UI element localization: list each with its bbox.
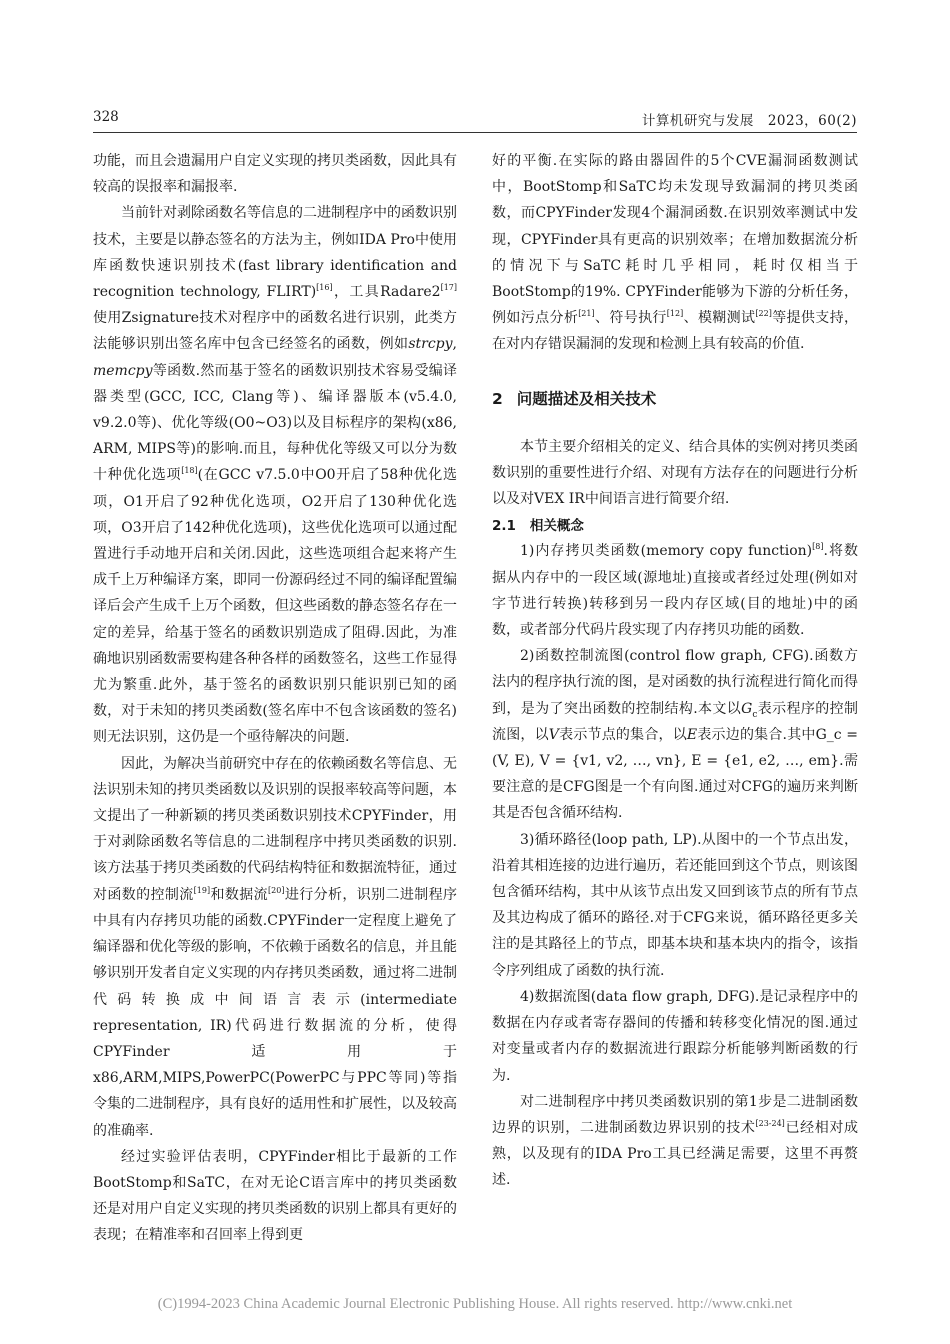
paragraph: 经过实验评估表明，CPYFinder相比于最新的工作BootStomp和SaTC，在对无论C语言库中的拷贝类函数还是对用户自定义实现的拷贝类函数的识别上都具有更好的表现；在精准率和召回率上得到更 — [93, 1148, 457, 1244]
left-column — [93, 148, 457, 1249]
text: 当前针对剥除函数名等信息的二进制程序中的函数识别技术，主要是以静态签名的方法为主，例如IDA Pro中使用库函数快速识别技术(fast library identification and recognition technology, FLIRT) — [93, 205, 457, 301]
definition-2 — [492, 643, 858, 826]
page-number: 328 — [93, 109, 119, 125]
copyright-footer: (C)1994-2023 China Academic Journal Electronic Publishing House. All rights reserved. http://www.cnki.net — [157, 1296, 793, 1312]
citation: [16] — [316, 283, 333, 293]
journal-title: 计算机研究与发展 2023，60(2) — [641, 113, 857, 129]
citation: [18] — [181, 466, 198, 476]
text: 表示程序的控制流图，以 — [492, 700, 858, 743]
citation: [20] — [268, 885, 285, 895]
paragraph: 本节主要介绍相关的定义、结合具体的实例对拷贝类函数识别的重要性进行介绍、对现有方法存在的问题进行分析以及对VEX IR中间语言进行简要介绍. — [492, 438, 858, 508]
citation: [22] — [755, 309, 772, 319]
text: ，工具Radare2 — [332, 284, 441, 301]
citation: [12] — [666, 309, 684, 319]
subsection-title: 相关概念 — [529, 518, 584, 535]
paragraph — [93, 200, 457, 750]
section-title: 问题描述及相关技术 — [516, 389, 657, 408]
text: 表示节点的集合，以 — [558, 726, 687, 743]
citation: [8] — [812, 542, 824, 552]
paragraph: 功能，而且会遗漏用户自定义实现的拷贝类函数，因此具有较高的误报率和漏报率. — [93, 153, 457, 196]
citation: [19] — [193, 885, 211, 895]
header-rule — [93, 132, 857, 133]
math-symbol: V — [548, 726, 559, 743]
text: 好的平衡.在实际的路由器固件的5个CVE漏洞函数测试中，BootStomp和SaTC均未发现导致漏洞的拷贝类函数，而CPYFinder发现4个漏洞函数.在识别效率测试中发现，CPYFinder具有更高的识别效率；在增加数据流分析的情况下与SaTC耗时几乎相同，耗时仅相当于BootStomp的19%. CPYFinder能够为下游的分析任务，例如污点分析 — [492, 153, 858, 327]
text: 、符号执行 — [594, 310, 667, 327]
paragraph — [492, 1089, 858, 1194]
right-column — [492, 148, 858, 1194]
text: 因此，为解决当前研究中存在的依赖函数名等信息、无法识别未知的拷贝类函数以及识别的误报率较高等问题，本文提出了一种新颖的拷贝类函数识别技术CPYFinder，用于对剥除函数名等信息的二进制程序中拷贝类函数的识别.该方法基于拷贝类函数的代码结构特征和数据流特征，通过对函数的控制流 — [93, 755, 457, 903]
definition-4: 4)数据流图(data flow graph, DFG).是记录程序中的数据在内存或者寄存器间的传播和转移变化情况的图.通过对变量或者内存的数据流进行跟踪分析能够判断函数的行为. — [492, 988, 858, 1084]
text: 1)内存拷贝类函数(memory copy function) — [520, 543, 813, 560]
citation: [17] — [440, 283, 458, 293]
text: 2)函数控制流图(control flow graph, CFG).函数方法内的程序执行流的图，是对函数的执行流程进行简化而得到，是为了突出函数的控制结构.本文以 — [492, 648, 858, 717]
text: 对二进制程序中拷贝类函数识别的第1步是二进制函数边界的识别，二进制函数边界识别的技术 — [492, 1093, 858, 1136]
text: .需要注意的是CFG图是一个有向图.通过对CFG的遍历来判断其是否包含循环结构. — [492, 753, 859, 822]
text: .将数据从内存中的一段区域(源地址)直接或者经过处理(例如对字节进行转换)转移到另一段内存区域(目的地址)中的函数，或者部分代码片段实现了内存拷贝功能的函数. — [492, 543, 858, 639]
text: (在GCC v7.5.0中O0开启了58种优化选项，O1开启了92种优化选项，O2开启了130种优化选项，O3开启了142种优化选项)，这些优化选项可以通过配置进行手动地开启和关闭.因此，这些选项组合起来将产生成千上万种编译方案，即同一份源码经过不同的编译配置编译后会产生成千上万个函数，但这些函数的静态签名存在一定的差异，给基于签名的函数识别造成了阻碍.因此，为准确地识别函数需要构建各种各样的函数签名，这些工作显得尤为繁重.此外，基于签名的函数识别只能识别已知的函数，对于未知的拷贝类函数(签名库中不包含该函数的签名)则无法识别，这仍是一个亟待解决的问题. — [93, 467, 458, 746]
text: 表示边的集合.其中 — [697, 726, 816, 743]
text: 、模糊测试 — [683, 310, 756, 327]
citation: [23-24] — [755, 1118, 785, 1128]
section-heading — [492, 386, 858, 412]
running-header — [93, 106, 857, 128]
code-term: strcpy — [408, 336, 453, 353]
text: , — [452, 336, 457, 353]
text: 已经相对成熟，以及现有的IDA Pro工具已经满足需要，这里不再赘述. — [492, 1119, 859, 1189]
math-symbol: G — [741, 700, 753, 717]
text: 等函数.然而基于签名的函数识别技术容易受编译器类型(GCC, ICC, Clang等)、编译器版本(v5.4.0, v9.2.0等)、优化等级(O0~O3)以及目标程序的架构(x86, ARM, MIPS等)的影响.而且，每种优化等级又可以分为数十种优化选项 — [93, 362, 457, 484]
definition-1 — [492, 538, 858, 643]
subsection-number: 2.1 — [492, 518, 516, 535]
definition-3: 3)循环路径(loop path, LP).从图中的一个节点出发，沿着其相连接的边进行遍历，若还能回到这个节点，则该图包含循环结构，其中从该节点出发又回到该节点的所有节点及其边构成了循环的路径.对于CFG来说，循环路径更多关注的是其路径上的节点，即基本块和基本块内的指令，该指令序列组成了函数的执行流. — [492, 831, 858, 979]
subsection-heading — [492, 516, 858, 536]
text: 使用Zsignature技术对程序中的函数名进行识别，此类方法能够识别出签名库中包含已经签名的函数，例如 — [93, 310, 457, 353]
text: 进行分析，识别二进制程序中具有内存拷贝功能的函数.CPYFinder一定程度上避免了编译器和优化等级的影响，不依赖于函数名的信息，并且能够识别开发者自定义实现的内存拷贝类函数，通过将二进制代码转换成中间语言表示(intermediate representation, IR)代码进行数据流的分析，使得CPYFinder适用于x86,ARM,MIPS,PowerPC(PowerPC与PPC等同)等指令集的二进制程序，具有良好的适用性和扩展性，以及较高的准确率. — [93, 886, 458, 1139]
math-subscript: c — [752, 709, 758, 720]
text: 和数据流 — [210, 886, 269, 903]
math-symbol: E — [686, 726, 698, 743]
paragraph — [93, 751, 457, 1144]
math-formula: G_c = (V, E), V = {v1, v2, …, vn}, E = {e1, e2, …, em} — [492, 726, 858, 770]
text: 等提供支持，在对内存错误漏洞的发现和检测上具有较高的价值. — [492, 310, 859, 353]
citation: [21] — [578, 309, 595, 319]
section-number: 2 — [492, 389, 503, 408]
paragraph — [492, 148, 858, 358]
code-term: memcpy — [93, 362, 153, 379]
